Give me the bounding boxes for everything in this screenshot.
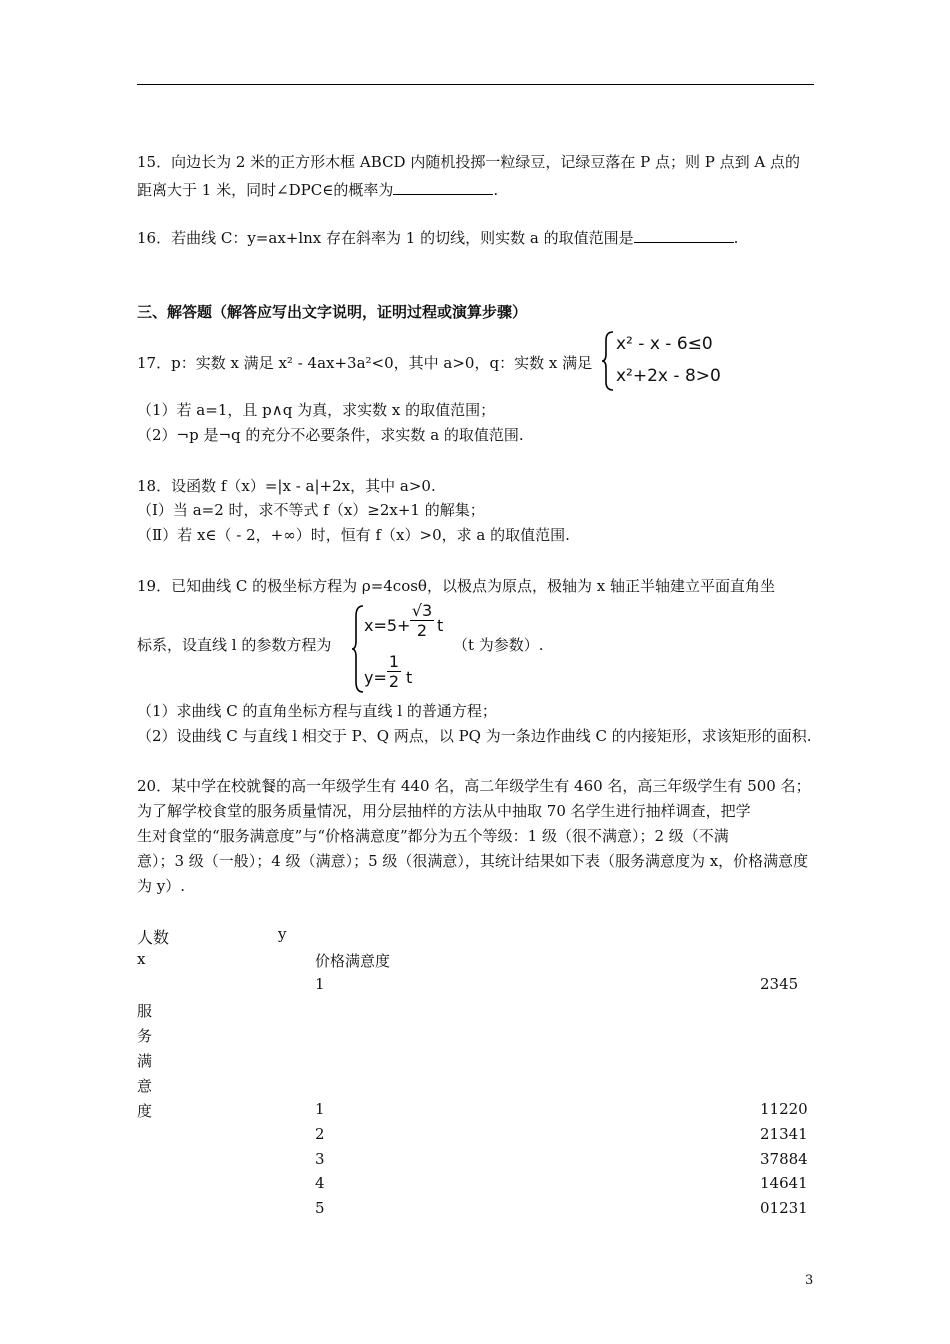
q19-eq1-denominator: 2 — [416, 621, 428, 640]
q15-period: . — [493, 181, 499, 199]
q19-eq1-left: x=5+ — [364, 616, 411, 635]
q19-eq2-numerator: 1 — [388, 652, 400, 671]
q17-part1: （1）若 a=1，且 p∧q 为真，求实数 x 的取值范围； — [137, 401, 496, 419]
header-rule — [137, 84, 814, 85]
q17-eq1: x² - x - 6≤0 — [616, 334, 713, 354]
table-row-values: 21341 — [760, 1125, 808, 1143]
table-corner-count: 人数 — [137, 928, 170, 947]
table-row-header-char: 服 — [137, 1002, 153, 1020]
table-header-rest: 2345 — [760, 975, 799, 993]
q19-part2: （2）设曲线 C 与直线 l 相交于 P、Q 两点，以 PQ 为一条边作曲线 C 的内接矩形，求该矩形的面积. — [137, 727, 812, 745]
table-row-values: 37884 — [760, 1150, 808, 1168]
q16-answer-blank — [634, 227, 734, 243]
table-corner-x: x — [137, 950, 146, 968]
q19-part1: （1）求曲线 C 的直角坐标方程与直线 l 的普通方程； — [137, 702, 497, 720]
table-corner-y: y — [278, 925, 287, 943]
q19-eq2-denominator: 2 — [388, 672, 400, 691]
table-row-header-char: 满 — [137, 1052, 153, 1070]
table-row-header-char: 意 — [137, 1077, 153, 1095]
q20-line3: 生对食堂的“服务满意度”与“价格满意度”都分为五个等级：1 级（很不满意）；2 级（不满 — [137, 827, 729, 845]
q17-eq2: x²+2x - 8>0 — [616, 366, 721, 386]
q19-eq1-numerator: √3 — [411, 601, 433, 620]
table-row-x: 1 — [315, 1100, 325, 1118]
q19-eq2-right: t — [406, 668, 413, 687]
q19-eq1-right: t — [437, 616, 444, 635]
q18-part1: （Ⅰ）当 a=2 时，求不等式 f（x）≥2x+1 的解集； — [137, 501, 485, 519]
q20-line2: 为了解学校食堂的服务质量情况，用分层抽样的方法从中抽取 70 名学生进行抽样调查，把学 — [137, 802, 751, 820]
q19-line1: 19．已知曲线 C 的极坐标方程为 ρ=4cosθ，以极点为原点，极轴为 x 轴正半轴建立平面直角坐 — [137, 577, 775, 595]
q15-line1: 15．向边长为 2 米的正方形木框 ABCD 内随机投掷一粒绿豆，记绿豆落在 P 点；则 P 点到 A 点的 — [137, 153, 800, 171]
q20-line1: 20．某中学在校就餐的高一年级学生有 440 名，高二年级学生有 460 名，高三年级学生有 500 名； — [137, 777, 811, 795]
q15-line2 — [137, 179, 498, 200]
q17-brace — [601, 330, 615, 392]
q16-text: 16．若曲线 C：y=ax+lnx 存在斜率为 1 的切线，则实数 a 的取值范围是 — [137, 229, 634, 247]
q18-part2: （Ⅱ）若 x∈（ - 2，+∞）时，恒有 f（x）>0，求 a 的取值范围. — [137, 526, 570, 544]
q16-line — [137, 227, 738, 248]
q20-line5: 为 y）. — [137, 877, 186, 895]
section3-heading: 三、解答题（解答应写出文字说明，证明过程或演算步骤） — [137, 303, 528, 321]
page-number: 3 — [805, 1273, 814, 1288]
table-row-x: 4 — [315, 1174, 325, 1192]
q19-line2: 标系，设直线 l 的参数方程为 — [137, 636, 332, 654]
q17-part2: （2）¬p 是¬q 的充分不必要条件，求实数 a 的取值范围. — [137, 426, 524, 444]
q15-line2-text: 距离大于 1 米，同时∠DPC∈的概率为 — [137, 181, 394, 199]
q17-stem: 17．p：实数 x 满足 x² - 4ax+3a²<0，其中 a>0，q：实数 x 满足 — [137, 354, 593, 372]
table-row-values: 14641 — [760, 1174, 808, 1192]
q15-answer-blank — [393, 179, 493, 195]
q19-eq2-left: y= — [364, 668, 387, 687]
q19-brace — [351, 604, 365, 694]
table-row-header-char: 度 — [137, 1102, 153, 1120]
table-header-first: 1 — [315, 975, 325, 993]
q19-param-note: （t 为参数）. — [453, 636, 544, 654]
q19-eq1-frac — [408, 601, 436, 640]
table-row-x: 3 — [315, 1150, 325, 1168]
q20-line4: 意）；3 级（一般）；4 级（满意）；5 级（很满意），其统计结果如下表（服务满意度为 x，价格满意度 — [137, 852, 809, 870]
table-row-x: 2 — [315, 1125, 325, 1143]
table-row-values: 11220 — [760, 1100, 808, 1118]
q18-stem: 18．设函数 f（x）=|x - a|+2x，其中 a>0. — [137, 477, 436, 495]
table-col-header: 价格满意度 — [315, 952, 391, 970]
q19-eq2-frac — [384, 652, 404, 691]
table-row-header-char: 务 — [137, 1027, 153, 1045]
table-row-x: 5 — [315, 1199, 325, 1217]
table-row-values: 01231 — [760, 1199, 808, 1217]
q16-period: . — [733, 229, 739, 247]
